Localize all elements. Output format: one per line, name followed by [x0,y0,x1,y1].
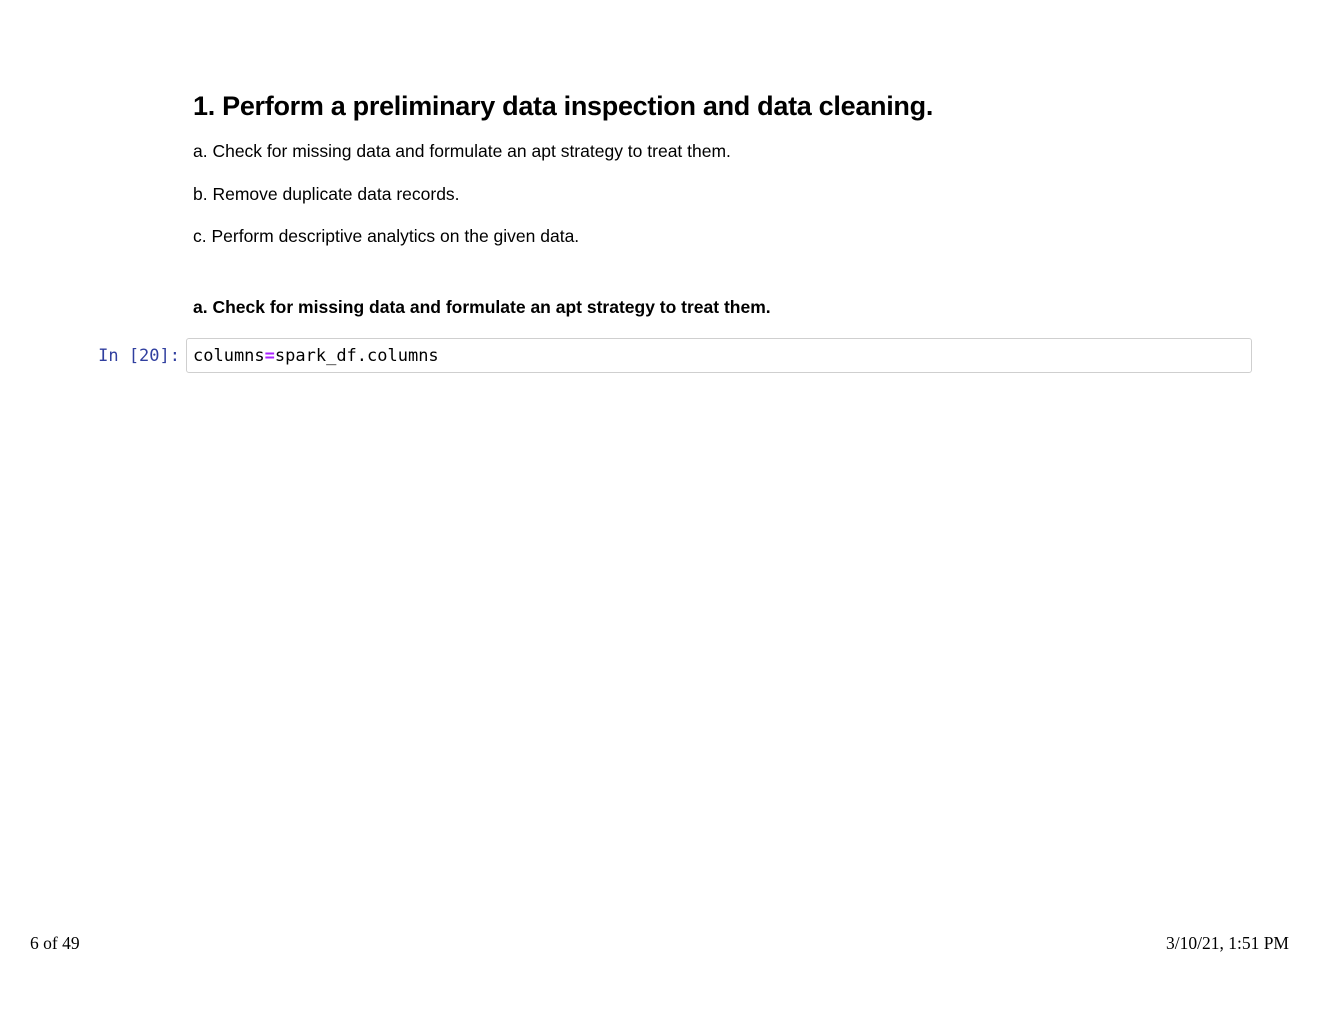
code-lhs: columns [193,345,265,366]
list-item-c: c. Perform descriptive analytics on the given data. [193,226,580,246]
input-prompt: In [20]: [98,346,180,366]
print-timestamp: 3/10/21, 1:51 PM [1165,933,1289,953]
code-rhs: spark_df.columns [274,345,439,366]
code-operator: = [264,345,275,366]
code-cell [0,338,1253,374]
subsection-heading: a. Check for missing data and formulate an apt strategy to treat them. [193,297,771,317]
list-item-b: b. Remove duplicate data records. [193,184,460,204]
section-heading: 1. Perform a preliminary data inspection and data cleaning. [193,91,934,121]
page-number: 6 of 49 [30,933,80,953]
code-input-area [186,338,1252,373]
code-line [193,346,439,366]
list-item-a: a. Check for missing data and formulate an apt strategy to treat them. [193,141,731,161]
